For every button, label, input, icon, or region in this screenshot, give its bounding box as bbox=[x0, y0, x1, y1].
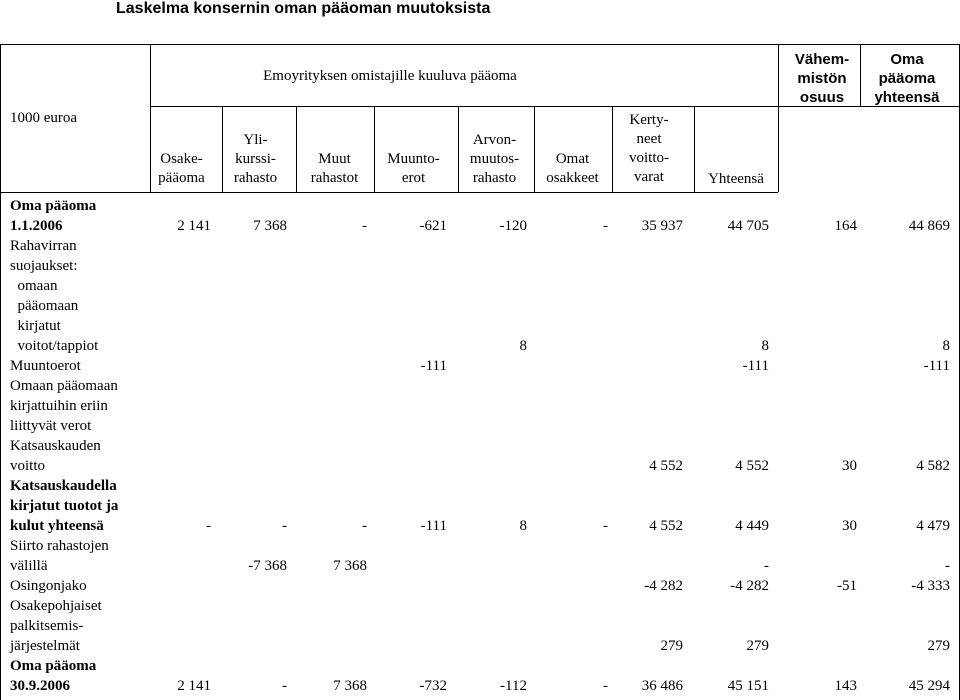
column-header-line: Osake- bbox=[160, 151, 203, 167]
column-header-line: osakkeet bbox=[546, 170, 599, 186]
column-header-line: erot bbox=[401, 170, 426, 186]
cell-r0-c0: 2 141 bbox=[177, 218, 211, 234]
column-header-line: rahastot bbox=[310, 170, 359, 186]
cell-r9-c7: 45 151 bbox=[727, 678, 769, 694]
column-header-line: Muut bbox=[318, 151, 351, 167]
cell-r0-c3: -621 bbox=[419, 218, 447, 234]
cell-r5-c7: 4 449 bbox=[735, 518, 769, 534]
row-label-line: palkitsemis- bbox=[10, 618, 84, 634]
column-header-1 bbox=[218, 131, 293, 188]
column-header-0 bbox=[146, 150, 217, 188]
cell-r5-c0: - bbox=[206, 518, 211, 534]
header-divider-lower bbox=[778, 106, 779, 192]
row-label-line: kulut yhteensä bbox=[10, 518, 104, 534]
column-header-line: pääoma bbox=[158, 170, 205, 186]
cell-r1-c9: 8 bbox=[942, 338, 950, 354]
cell-r9-c1: - bbox=[282, 678, 287, 694]
cell-r0-c7: 44 705 bbox=[727, 218, 769, 234]
cell-r2-c3: -111 bbox=[420, 358, 447, 374]
cell-r5-c8: 30 bbox=[842, 518, 857, 534]
column-header-line: Vähem- bbox=[794, 51, 850, 68]
row-label-line: voitto bbox=[10, 458, 46, 474]
cell-r0-c2: - bbox=[362, 218, 367, 234]
cell-r4-c8: 30 bbox=[842, 458, 857, 474]
cell-r7-c7: -4 282 bbox=[730, 578, 769, 594]
cell-r0-c6: 35 937 bbox=[641, 218, 683, 234]
cell-r5-c6: 4 552 bbox=[649, 518, 683, 534]
cell-r0-c5: - bbox=[603, 218, 608, 234]
column-header-line: Yhteensä bbox=[708, 171, 764, 187]
row-label-3 bbox=[10, 376, 170, 436]
header-bottom-rule bbox=[0, 192, 778, 193]
cell-r4-c9: 4 582 bbox=[916, 458, 950, 474]
row-label-line: omaan bbox=[10, 278, 58, 294]
cell-r8-c6: 279 bbox=[660, 638, 683, 654]
row-label-line: kirjatut tuotot ja bbox=[10, 498, 119, 514]
cell-r9-c6: 36 486 bbox=[641, 678, 683, 694]
cell-r5-c9: 4 479 bbox=[916, 518, 950, 534]
cell-r9-c2: 7 368 bbox=[333, 678, 367, 694]
table-top-rule bbox=[0, 44, 960, 45]
column-header-line: rahasto bbox=[233, 170, 278, 186]
cell-r5-c4: 8 bbox=[519, 518, 527, 534]
column-header-line: kurssi- bbox=[235, 151, 276, 167]
cell-r6-c2: 7 368 bbox=[333, 558, 367, 574]
column-header-line: Yli- bbox=[243, 132, 268, 148]
cell-r7-c6: -4 282 bbox=[644, 578, 683, 594]
column-header-line: Muunto- bbox=[387, 151, 440, 167]
cell-r0-c4: -120 bbox=[499, 218, 527, 234]
cell-r1-c4: 8 bbox=[519, 338, 527, 354]
row-label-line: Katsauskauden bbox=[10, 438, 101, 454]
cell-r9-c9: 45 294 bbox=[908, 678, 950, 694]
row-label-line: Osakepohjaiset bbox=[10, 598, 102, 614]
cell-r2-c9: -111 bbox=[923, 358, 950, 374]
row-label-line: suojaukset: bbox=[10, 258, 78, 274]
column-header-line: yhteensä bbox=[874, 89, 940, 106]
unit-label: 1000 euroa bbox=[10, 110, 78, 126]
row-label-line: voitot/tappiot bbox=[10, 338, 99, 354]
row-label-line: Osingonjako bbox=[10, 578, 87, 594]
column-header-9 bbox=[861, 50, 953, 107]
cell-r9-c5: - bbox=[603, 678, 608, 694]
row-label-0 bbox=[10, 196, 170, 236]
column-header-7 bbox=[696, 170, 776, 189]
row-label-line: 1.1.2006 bbox=[10, 218, 63, 234]
cell-r8-c9: 279 bbox=[927, 638, 950, 654]
row-label-7 bbox=[10, 576, 170, 596]
row-label-line: pääomaan bbox=[10, 298, 79, 314]
row-label-line: Omaan pääomaan bbox=[10, 378, 118, 394]
cell-r8-c7: 279 bbox=[746, 638, 769, 654]
cell-r5-c5: - bbox=[603, 518, 608, 534]
column-header-6 bbox=[609, 111, 689, 187]
column-header-line: Oma bbox=[890, 51, 924, 68]
cell-r5-c1: - bbox=[282, 518, 287, 534]
cell-r5-c3: -111 bbox=[420, 518, 447, 534]
cell-r4-c6: 4 552 bbox=[649, 458, 683, 474]
row-label-5 bbox=[10, 476, 170, 536]
row-label-line: Siirto rahastojen bbox=[10, 538, 109, 554]
cell-r7-c8: -51 bbox=[837, 578, 857, 594]
cell-r6-c1: -7 368 bbox=[248, 558, 287, 574]
table-left-border bbox=[0, 44, 1, 700]
cell-r7-c9: -4 333 bbox=[911, 578, 950, 594]
row-label-line: Katsauskaudella bbox=[10, 478, 117, 494]
row-label-line: välillä bbox=[10, 558, 48, 574]
cell-r0-c1: 7 368 bbox=[253, 218, 287, 234]
column-header-line: varat bbox=[634, 169, 664, 185]
cell-r6-c9: - bbox=[945, 558, 950, 574]
column-header-line: Omat bbox=[555, 151, 590, 167]
row-label-line: 30.9.2006 bbox=[10, 678, 70, 694]
cell-r5-c2: - bbox=[362, 518, 367, 534]
column-header-line: mistön bbox=[797, 70, 847, 87]
column-header-line: rahasto bbox=[472, 170, 517, 186]
cell-r1-c7: 8 bbox=[761, 338, 769, 354]
cell-r9-c0: 2 141 bbox=[177, 678, 211, 694]
column-header-4 bbox=[456, 131, 533, 188]
group-header-rule bbox=[150, 106, 778, 107]
column-header-3 bbox=[374, 150, 453, 188]
column-header-2 bbox=[296, 150, 373, 188]
group-header: Emoyrityksen omistajille kuuluva pääoma bbox=[263, 68, 517, 84]
row-label-9 bbox=[10, 656, 170, 696]
cell-r4-c7: 4 552 bbox=[735, 458, 769, 474]
column-header-5 bbox=[531, 150, 614, 188]
row-label-line: kirjattuihin eriin bbox=[10, 398, 108, 414]
column-header-line: osuus bbox=[799, 89, 845, 106]
row-label-2 bbox=[10, 356, 170, 376]
cell-r9-c8: 143 bbox=[834, 678, 857, 694]
row-label-line: Muuntoerot bbox=[10, 358, 81, 374]
row-label-line: järjestelmät bbox=[10, 638, 80, 654]
column-header-line: voitto- bbox=[629, 150, 669, 166]
column-header-line: muutos- bbox=[469, 151, 520, 167]
row-label-4 bbox=[10, 436, 170, 476]
row-label-line: liittyvät verot bbox=[10, 418, 92, 434]
row-label-6 bbox=[10, 536, 170, 576]
column-header-line: Arvon- bbox=[472, 132, 517, 148]
cell-r6-c7: - bbox=[764, 558, 769, 574]
row-label-line: Oma pääoma bbox=[10, 658, 97, 674]
cell-r2-c7: -111 bbox=[742, 358, 769, 374]
row-label-8 bbox=[10, 596, 170, 656]
column-separator-7 bbox=[694, 106, 695, 192]
cell-r0-c8: 164 bbox=[834, 218, 857, 234]
column-header-8 bbox=[776, 50, 868, 107]
row-label-line: kirjatut bbox=[10, 318, 61, 334]
cell-r9-c3: -732 bbox=[419, 678, 447, 694]
column-header-line: neet bbox=[636, 131, 662, 147]
page-title: Laskelma konsernin oman pääoman muutoksista bbox=[116, 0, 491, 17]
column-header-line: pääoma bbox=[878, 70, 936, 87]
row-label-line: Oma pääoma bbox=[10, 198, 97, 214]
row-label-line: Rahavirran bbox=[10, 238, 77, 254]
row-label-1 bbox=[10, 236, 170, 356]
column-header-line: Kerty- bbox=[629, 112, 669, 128]
cell-r0-c9: 44 869 bbox=[908, 218, 950, 234]
cell-r9-c4: -112 bbox=[500, 678, 527, 694]
